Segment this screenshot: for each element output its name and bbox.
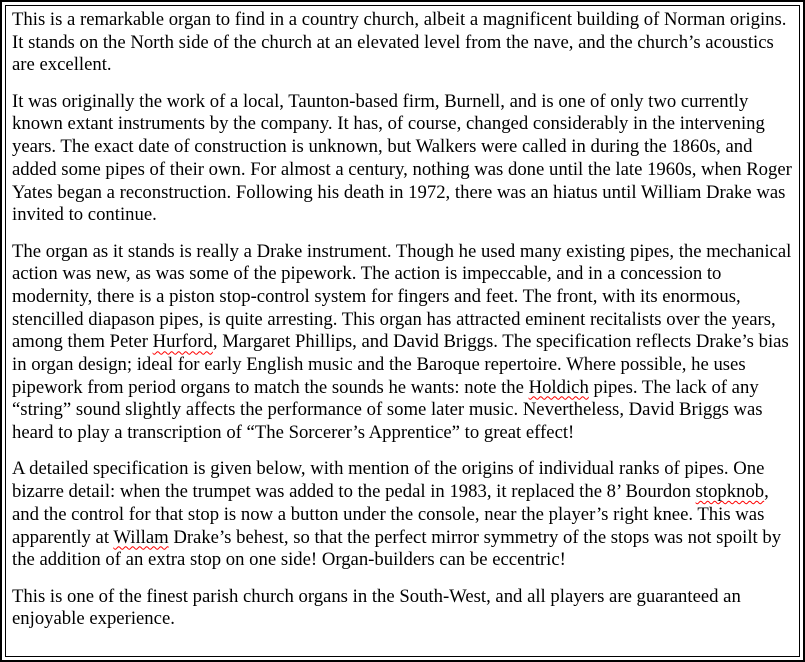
- paragraph-1: This is a remarkable organ to find in a country church, albeit a magnificent building of Norman origins. It stands on the North side of the church at an elevated level from the nave, and the church’s acoustics are excellent.: [12, 9, 787, 76]
- document-text-area[interactable]: [5, 5, 800, 657]
- paragraph-4: A detailed specification is given below, with mention of the origins of individual ranks of pipes. One bizarre detail: when the trumpet was added to the pedal in 1983, it replaced the 8’ Bourdon stopknob, and the control for that stop is now a button under the console, near the player’s right knee. This was apparently at Willam Drake’s behest, so that the perfect mirror symmetry of the stops was not spoilt by the addition of an extra stop on one side! Organ-builders can be eccentric!: [12, 458, 782, 571]
- misspelled-word: Hurford: [152, 331, 213, 353]
- paragraph-3: The organ as it stands is really a Drake instrument. Though he used many existing pipes, the mechanical action was new, as was some of the pipework. The action is impeccable, and in a concession to modernity, there is a piston stop-control system for fingers and feet. The front, with its enormous, stencilled diapason pipes, is quite arresting. This organ has attracted eminent recitalists over the years, among them Peter Hurford, Margaret Phillips, and David Briggs. The specification reflects Drake’s bias in organ design; ideal for early English music and the Baroque repertoire. Where possible, he uses pipework from period organs to match the sounds he wants: note the Holdich pipes. The lack of any “string” sound slightly affects the performance of some later music. Nevertheless, David Briggs was heard to play a transcription of “The Sorcerer’s Apprentice” to great effect!: [12, 240, 792, 444]
- misspelled-word: Willam: [113, 526, 169, 548]
- paragraph-5: This is one of the finest parish church organs in the South-West, and all players are guaranteed an enjoyable experience.: [12, 585, 741, 630]
- misspelled-word: Holdich: [528, 376, 589, 398]
- paragraph-2: It was originally the work of a local, Taunton-based firm, Burnell, and is one of only two currently known extant instruments by the company. It has, of course, changed considerably in the intervening years. The exact date of construction is unknown, but Walkers were called in during the 1860s, and added some pipes of their own. For almost a century, nothing was done until the late 1960s, when Roger Yates began a reconstruction. Following his death in 1972, there was an hiatus until William Drake was invited to continue.: [12, 90, 792, 226]
- misspelled-word: stopknob: [695, 481, 765, 503]
